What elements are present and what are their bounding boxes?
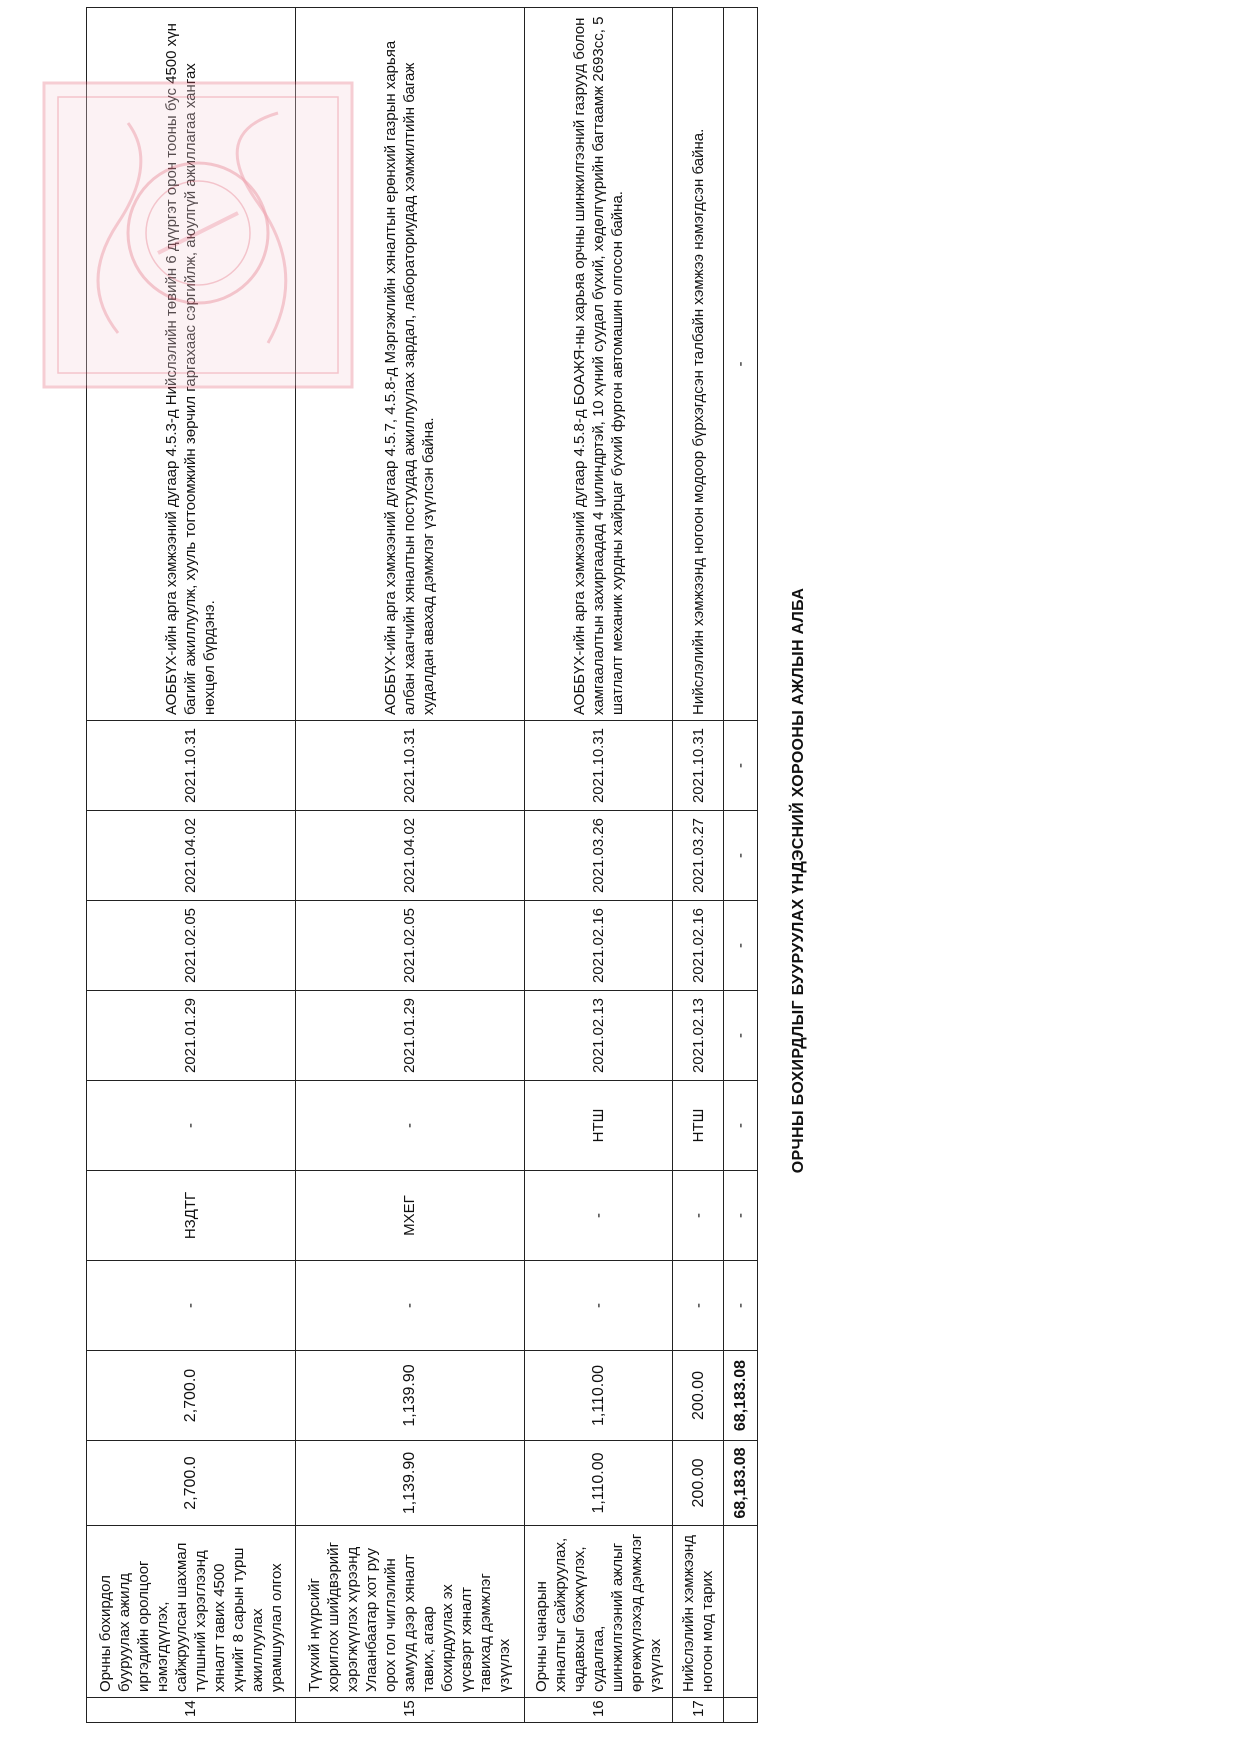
total-planned-amount: 68,183.08 [724, 1441, 758, 1526]
date-1: 2021.02.13 [524, 991, 672, 1081]
planned-amount: 2,700.0 [87, 1441, 296, 1526]
date-3: 2021.03.26 [524, 811, 672, 901]
planned-amount: 1,110.00 [524, 1441, 672, 1526]
result-note: Нийслэлийн хэмжээнд ногоон модоор бүрхэгдсэн талбайн хэмжээ нэмэгдсэн байна. [673, 8, 724, 721]
date-2: 2021.02.16 [673, 901, 724, 991]
measure-name: Нийслэлийн хэмжээнд ногоон мод тарих [673, 1526, 724, 1698]
implementing-org: МХЕГ [295, 1171, 524, 1261]
total-date-2: - [724, 901, 758, 991]
date-2: 2021.02.05 [295, 901, 524, 991]
table-row [524, 8, 672, 1723]
total-col7: - [724, 1081, 758, 1171]
cell-col7: - [87, 1081, 296, 1171]
date-3: 2021.03.27 [673, 811, 724, 901]
spent-amount: 2,700.0 [87, 1351, 296, 1441]
result-note: АОББҮХ-ийн арга хэмжээний дугаар 4.5.7, 4.5.8-д Мэргэжлийн хяналтын ерөнхий газрын харьяа албан хаагчийн хяналтын постуудад ажиллуулах зардал, лабораториудад хэмжилтийн багаж худалдан авахад дэмжлэг үзүүлсэн байна. [295, 8, 524, 721]
total-org: - [724, 1171, 758, 1261]
total-empty-cell [724, 1526, 758, 1698]
measures-table [86, 7, 758, 1723]
cell-col7: НТШ [673, 1081, 724, 1171]
total-row [724, 8, 758, 1723]
measure-name: Орчны чанарын хяналтыг сайжруулах, чадавхыг бэхжүүлэх, судалгаа, шинжилгээний ажлыг өргөжүүлэхэд дэмжлэг үзүүлэх [524, 1526, 672, 1698]
table-row [295, 8, 524, 1723]
table-row [87, 8, 296, 1723]
row-number: 16 [524, 1698, 672, 1723]
date-1: 2021.02.13 [673, 991, 724, 1081]
cell-col5: - [295, 1261, 524, 1351]
office-title: ОРЧНЫ БОХИРДЛЫГ БУУРУУЛАХ ҮНДЭСНИЙ ХОРООНЫ АЖЛЫН АЛБА [790, 587, 807, 1174]
row-number: 14 [87, 1698, 296, 1723]
date-2: 2021.02.16 [524, 901, 672, 991]
date-3: 2021.04.02 [295, 811, 524, 901]
measure-name: Түүхий нүүрсийг хориглох шийдвэрийг хэрэгжүүлэх хүрээнд Улаанбаатар хот руу орох гол чиглэлийн замууд дээр хяналт тавих, агаар бохирдуулах эх үүсвэрт хяналт тавихад дэмжлэг үзүүлэх [295, 1526, 524, 1698]
planned-amount: 200.00 [673, 1441, 724, 1526]
row-number: 15 [295, 1698, 524, 1723]
measure-name: Орчны бохирдол бууруулах ажилд иргэдийн оролцоог нэмэгдүүлэх, сайжруулсан шахмал түлшний хэрэглээнд хяналт тавих 4500 хүнийг 8 сарын турш ажиллуулах урамшуулал олгох [87, 1526, 296, 1698]
date-4: 2021.10.31 [87, 721, 296, 811]
cell-col5: - [673, 1261, 724, 1351]
cell-col5: - [87, 1261, 296, 1351]
date-2: 2021.02.05 [87, 901, 296, 991]
table-row [673, 8, 724, 1723]
cell-col7: - [295, 1081, 524, 1171]
implementing-org: НЗДТГ [87, 1171, 296, 1261]
date-1: 2021.01.29 [295, 991, 524, 1081]
spent-amount: 1,110.00 [524, 1351, 672, 1441]
total-spent-amount: 68,183.08 [724, 1351, 758, 1441]
result-note: АОББҮХ-ийн арга хэмжээний дугаар 4.5.8-д БОАЖЯ-ны харьяа орчны шинжилгээний газрууд болон хамгаалалтын захиргаадад 4 цилиндртэй, 10 хүний суудал бүхий, хөдөлгүүрийн багтаамж 2693сс, 5 шатлалт механик хурдны хайрцаг бүхий фургон автомашин олгосон байна. [524, 8, 672, 721]
total-date-4: - [724, 721, 758, 811]
cell-col5: - [524, 1261, 672, 1351]
total-note: - [724, 8, 758, 721]
total-date-3: - [724, 811, 758, 901]
cell-col7: НТШ [524, 1081, 672, 1171]
date-4: 2021.10.31 [295, 721, 524, 811]
total-col5: - [724, 1261, 758, 1351]
date-4: 2021.10.31 [673, 721, 724, 811]
date-4: 2021.10.31 [524, 721, 672, 811]
row-number: 17 [673, 1698, 724, 1723]
date-1: 2021.01.29 [87, 991, 296, 1081]
planned-amount: 1,139.90 [295, 1441, 524, 1526]
total-empty-cell [724, 1698, 758, 1723]
spent-amount: 1,139.90 [295, 1351, 524, 1441]
date-3: 2021.04.02 [87, 811, 296, 901]
spent-amount: 200.00 [673, 1351, 724, 1441]
implementing-org: - [673, 1171, 724, 1261]
implementing-org: - [524, 1171, 672, 1261]
total-date-1: - [724, 991, 758, 1081]
result-note: АОББҮХ-ийн арга хэмжээний дугаар 4.5.3-д Нийслэлийн төвийн 6 дүүргэт орон тооны бус 4500 хүн багийг ажиллуулж, хууль тогтоомжийн зөрчил гаргахаас сэргийлж, аюулгүй ажиллагаа хангах нөхцөл бүрдэнэ. [87, 8, 296, 721]
